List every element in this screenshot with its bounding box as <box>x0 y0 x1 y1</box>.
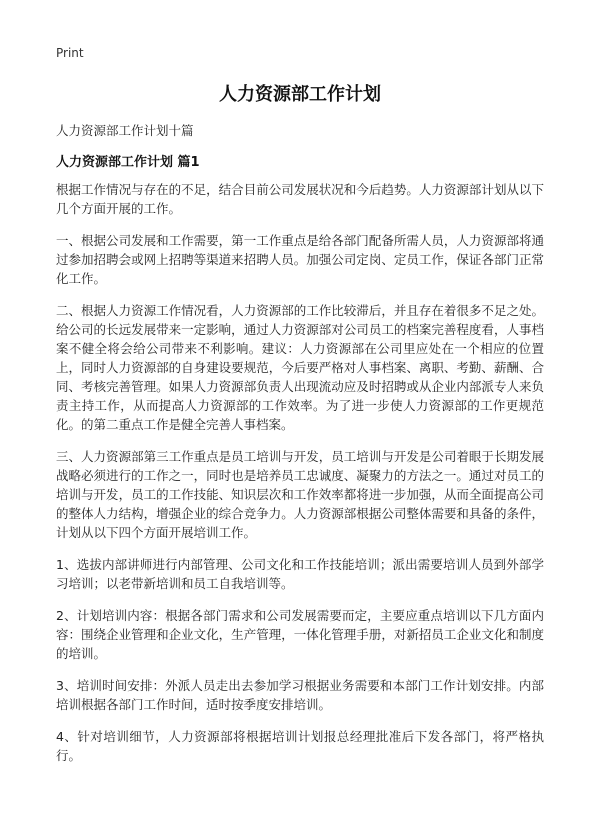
paragraph-training-4: 4、针对培训细节，人力资源部将根据培训计划报总经理批准后下发各部门，将严格执行。 <box>56 729 544 763</box>
page-title: 人力资源部工作计划 <box>219 84 381 105</box>
paragraph-training-1: 1、选拔内部讲师进行内部管理、公司文化和工作技能培训；派出需要培训人员到外部学习培训；以老带新培训和员工自我培训等。 <box>56 557 544 591</box>
paragraph-item-2: 二、根据人力资源工作情况看，人力资源部的工作比较滞后，并且存在着很多不足之处。给公司的长远发展带来一定影响，通过人力资源部对公司员工的档案完善程度看，人事档案不健全将会给公司带来不利影响。建议：人力资源部在公司里应处在一个相应的位置上，同时人力资源部的自身建设要规范，今后要严格对人事档案、离职、考勤、薪酬、合同、考核完善管理。如果人力资源部负责人出现流动应及时招聘或从企业内部派专人来负责主持工作，从而提高人力资源部的工作效率。为了进一步使人力资源部的工作更规范化。的第二重点工作是健全完善人事档案。 <box>56 303 544 432</box>
paragraph-item-1: 一、根据公司发展和工作需要，第一工作重点是给各部门配备所需人员，人力资源部将通过参加招聘会或网上招聘等渠道来招聘人员。加强公司定岗、定员工作，保证各部门正常化工作。 <box>56 233 544 286</box>
paragraph-item-3: 三、人力资源部第三工作重点是员工培训与开发，员工培训与开发是公司着眼于长期发展战略必须进行的工作之一，同时也是培养员工忠诚度、凝聚力的方法之一。通过对员工的培训与开发，员工的工作技能、知识层次和工作效率都将进一步加强，从而全面提高公司的整体人力结构，增强企业的综合竞争力。人力资源部根据公司整体需要和具备的条件，计划从以下四个方面开展培训工作。 <box>56 449 544 540</box>
section-heading: 人力资源部工作计划 篇1 <box>56 155 200 170</box>
print-link[interactable]: Print <box>56 46 84 60</box>
paragraph-intro: 根据工作情况与存在的不足，结合目前公司发展状况和今后趋势。人力资源部计划从以下几个方面开展的工作。 <box>56 182 544 216</box>
paragraph-training-2: 2、计划培训内容：根据各部门需求和公司发展需要而定，主要应重点培训以下几方面内容：围绕企业管理和企业文化，生产管理，一体化管理手册，对新招员工企业文化和制度的培训。 <box>56 608 544 661</box>
document-body <box>56 180 544 778</box>
paragraph-training-3: 3、培训时间安排：外派人员走出去参加学习根据业务需要和本部门工作计划安排。内部培训根据各部门工作时间，适时按季度安排培训。 <box>56 678 544 712</box>
document-subtitle: 人力资源部工作计划十篇 <box>56 123 194 138</box>
